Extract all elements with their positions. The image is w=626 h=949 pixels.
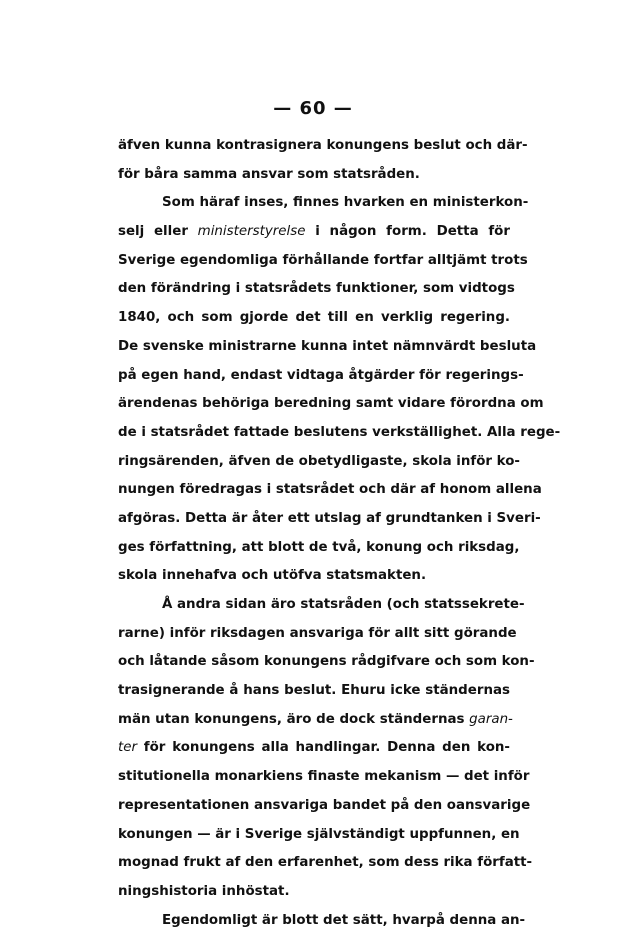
text-line — [118, 476, 542, 505]
text-line — [118, 620, 517, 649]
text-line — [118, 821, 520, 850]
text-line — [118, 706, 513, 735]
text-segment: för konungens alla handlingar. Denna den kon- — [137, 740, 510, 756]
text-line — [118, 189, 529, 218]
body-text — [118, 132, 561, 935]
text-line — [118, 505, 541, 534]
text-segment: skola innehafva och utöfva statsmakten. — [118, 568, 427, 584]
text-line — [118, 218, 510, 247]
text-segment: konungen — är i Sverige självständigt uppfunnen, en — [118, 826, 520, 842]
text-segment: män utan konungens, äro de dock ständernas — [118, 711, 470, 727]
text-line — [118, 562, 510, 591]
text-segment: afgöras. Detta är åter ett utslag af grundtanken i Sveri- — [118, 510, 541, 526]
text-line — [118, 448, 520, 477]
text-line — [118, 362, 524, 391]
text-line — [118, 304, 510, 333]
text-segment: i någon form. Detta för — [305, 224, 510, 240]
text-segment: den förändring i statsrådets funktioner, som vidtogs — [118, 281, 515, 297]
text-segment: 1840, och som gjorde det till en verklig regering. — [118, 310, 510, 326]
text-segment: nungen föredragas i statsrådet och där af honom allena — [118, 482, 542, 498]
text-line — [118, 677, 510, 706]
text-line — [118, 534, 520, 563]
emphasized-text: ministerstyrelse — [197, 224, 306, 240]
text-line — [118, 849, 533, 878]
text-segment: ningshistoria inhöstat. — [118, 883, 290, 899]
text-line — [118, 878, 510, 907]
text-line — [118, 333, 537, 362]
text-line — [118, 591, 525, 620]
page-number: — 60 — — [273, 98, 353, 119]
text-segment: stitutionella monarkiens finaste mekanism — det inför — [118, 769, 530, 785]
text-segment: och låtande såsom konungens rådgifvare och som kon- — [118, 654, 535, 670]
text-segment: representationen ansvariga bandet på den oansvarige — [118, 797, 531, 813]
text-segment: ärendenas behöriga beredning samt vidare förordna om — [118, 396, 544, 412]
text-segment: rarne) inför riksdagen ansvariga för allt sitt görande — [118, 625, 517, 641]
text-segment: äfven kunna kontrasignera konungens beslut och där- — [118, 138, 528, 153]
emphasized-text: garan- — [469, 711, 513, 727]
text-line — [118, 734, 510, 763]
text-segment: Sverige egendomliga förhållande fortfar alltjämt trots — [118, 252, 528, 268]
text-segment: på egen hand, endast vidtaga åtgärder för regerings- — [118, 367, 524, 383]
emphasized-text: ter — [118, 740, 137, 756]
text-line — [118, 907, 526, 936]
text-segment: Egendomligt är blott det sätt, hvarpå denna an- — [162, 912, 526, 928]
text-segment: selj eller — [118, 224, 198, 240]
text-line — [118, 161, 510, 190]
text-line — [118, 132, 528, 161]
text-segment: mognad frukt af den erfarenhet, som dess rika författ- — [118, 855, 533, 871]
text-segment: trasignerande å hans beslut. Ehuru icke ständernas — [118, 683, 510, 699]
text-segment: de i statsrådet fattade beslutens verkställighet. Alla rege- — [118, 424, 561, 440]
text-segment: Å andra sidan äro statsråden (och statssekrete- — [162, 597, 525, 612]
text-line — [118, 763, 530, 792]
text-segment: Som häraf inses, finnes hvarken en ministerkon- — [162, 195, 529, 211]
text-line — [118, 792, 531, 821]
text-segment: för båra samma ansvar som statsråden. — [118, 166, 420, 182]
text-line — [118, 390, 544, 419]
text-line — [118, 275, 515, 304]
text-segment: ringsärenden, äfven de obetydligaste, skola inför ko- — [118, 453, 520, 469]
text-segment: De svenske ministrarne kunna intet nämnvärdt besluta — [118, 338, 537, 354]
text-segment: ges författning, att blott de två, konung och riksdag, — [118, 539, 520, 555]
text-line — [118, 247, 528, 276]
text-line — [118, 648, 535, 677]
text-line — [118, 419, 561, 448]
